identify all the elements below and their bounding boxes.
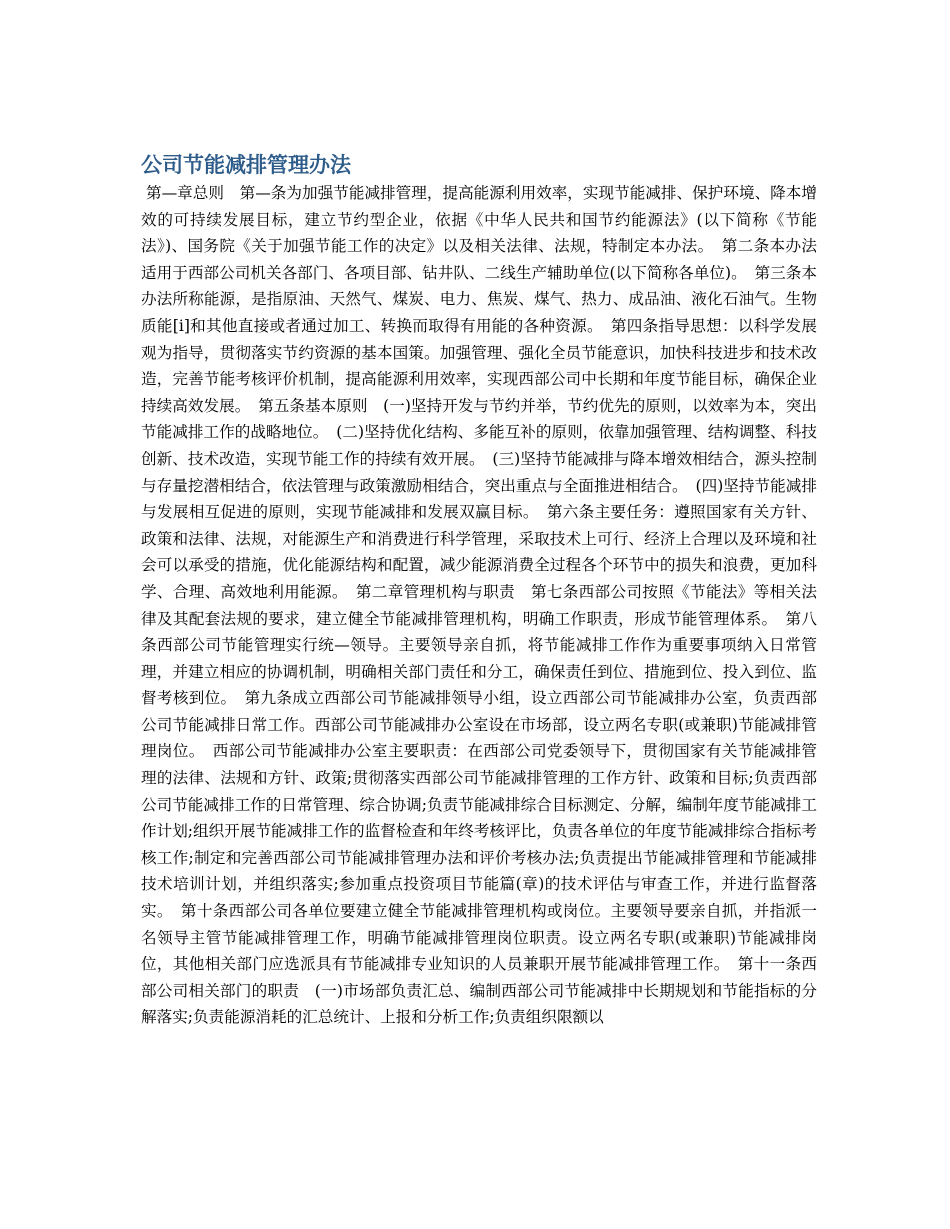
document-title: 公司节能减排管理办法 (141, 153, 351, 177)
document-body-text: 第—章总则 第—条为加强节能减排管理，提高能源利用效率，实现节能减排、保护环境、降本增效的可持续发展目标，建立节约型企业，依据《中华人民共和国节约能源法》(以下简称《节能法》)、国务院《关于加强节能工作的决定》以及相关法律、法规，特制定本办法。 第二条本办法适用于西部公司机关各部门、各项目部、钻井队、二线生产辅助单位(以下简称各单位)。 第三条本办法所称能源，是指原油、天然气、煤炭、电力、焦炭、煤气、热力、成品油、液化石油气。生物质能[i]和其他直接或者通过加工、转换而取得有用能的各种资源。 第四条指导思想：以科学发展观为指导，贯彻落实节约资源的基本国策。加强管理、强化全员节能意识，加快科技进步和技术改造，完善节能考核评价机制，提高能源利用效率，实现西部公司中长期和年度节能目标，确保企业持续高效发展。 第五条基本原则 (一)坚持开发与节约并举，节约优先的原则，以效率为本，突出节能减排工作的战略地位。 (二)坚持优化结构、多能互补的原则，依靠加强管理、结构调整、科技创新、技术改造，实现节能工作的持续有效开展。 (三)坚持节能减排与降本增效相结合，源头控制与存量挖潜相结合，依法管理与政策激励相结合，突出重点与全面推进相结合。 (四)坚持节能减排与发展相互促进的原则，实现节能减排和发展双赢目标。 第六条主要任务：遵照国家有关方针、政策和法律、法规，对能源生产和消费进行科学管理，采取技术上可行、经济上合理以及环境和社会可以承受的措施，优化能源结构和配置，减少能源消费全过程各个环节中的损失和浪费，更加科学、合理、高效地利用能源。 第二章管理机构与职责 第七条西部公司按照《节能法》等相关法律及其配套法规的要求，建立健全节能减排管理机构，明确工作职责，形成节能管理体系。 第八条西部公司节能管理实行统—领导。主要领导亲自抓，将节能减排工作作为重要事项纳入日常管理，并建立相应的协调机制，明确相关部门责任和分工，确保责任到位、措施到位、投入到位、监督考核到位。 第九条成立西部公司节能减排领导小组，设立西部公司节能减排办公室，负责西部公司节能减排日常工作。西部公司节能减排办公室设在市场部，设立两名专职(或兼职)节能减排管理岗位。 西部公司节能减排办公室主要职责：在西部公司党委领导下，贯彻国家有关节能减排管理的法律、法规和方针、政策;贯彻落实西部公司节能减排管理的工作方针、政策和目标;负责西部公司节能减排工作的日常管理、综合协调;负责节能减排综合目标测定、分解，编制年度节能减排工作计划;组织开展节能减排工作的监督检查和年终考核评比，负责各单位的年度节能减排综合指标考核工作;制定和完善西部公司节能减排管理办法和评价考核办法;负责提出节能减排管理和节能减排技术培训计划，并组织落实;参加重点投资项目节能篇(章)的技术评估与审查工作，并进行监督落实。 第十条西部公司各单位要建立健全节能减排管理机构或岗位。主要领导要亲自抓，并指派一名领导主管节能减排管理工作，明确节能减排管理岗位职责。设立两名专职(或兼职)节能减排岗位，其他相关部门应选派具有节能减排专业知识的人员兼职开展节能减排管理工作。 第十一条西部公司相关部门的职责 (一)市场部负责汇总、编制西部公司节能减排中长期规划和节能指标的分解落实;负责能源消耗的汇总统计、上报和分析工作;负责组织限额以 (141, 184, 817, 1027)
